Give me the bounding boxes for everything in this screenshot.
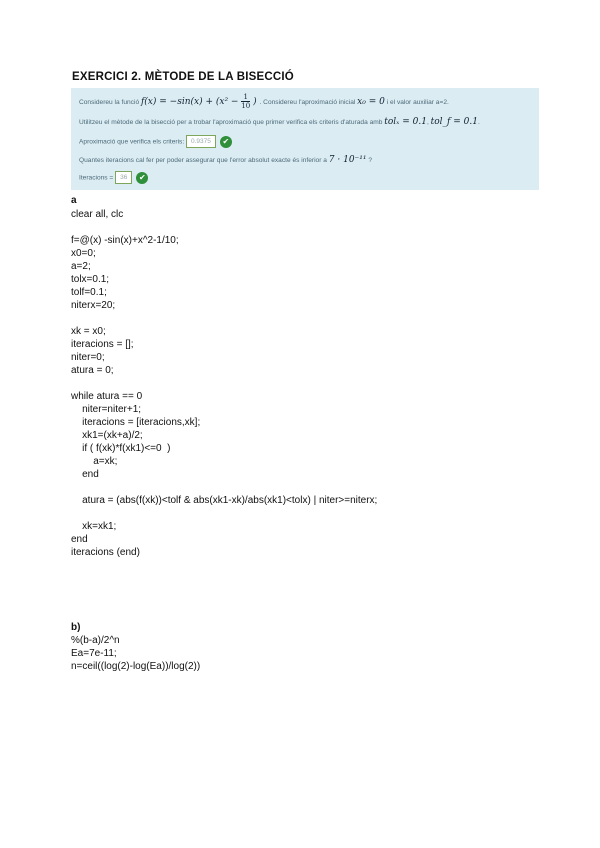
check-icon: ✔ xyxy=(136,172,148,184)
code-line: Ea=7e-11; xyxy=(71,648,117,659)
exercise-title: EXERCICI 2. MÈTODE DE LA BISECCIÓ xyxy=(72,71,294,83)
code-line xyxy=(71,312,377,325)
code-line: atura = (abs(f(xk))<tolf & abs(xk1-xk)/abs(xk1)<tolx) | niter>=niterx; xyxy=(71,495,378,506)
section-a-label: a xyxy=(71,195,77,206)
iterations-question-text: Quantes iteracions cal fer per poder assegurar que l'error absolut exacte és inferior a xyxy=(79,157,327,164)
code-line: niter=niter+1; xyxy=(71,404,142,415)
code-block-b xyxy=(71,634,200,673)
code-line xyxy=(71,507,377,520)
method-text: Utilitzeu el mètode de la bisecció per a trobar l'aproximació que primer verifica els criteris d'aturada amb xyxy=(79,119,383,126)
section-b-label: b) xyxy=(71,622,81,633)
initial-approx-text: . Considereu l'aproximació inicial xyxy=(259,99,356,106)
function-fraction xyxy=(241,93,250,110)
code-line: xk = x0; xyxy=(71,326,106,337)
code-line: end xyxy=(71,469,99,480)
approximation-label: Aproximació que verifica els criteris: xyxy=(79,138,185,146)
code-line: while atura == 0 xyxy=(71,391,143,402)
code-line: end xyxy=(71,534,88,545)
tolf-formula: tol_f = 0.1 xyxy=(430,117,478,127)
approximation-answer-field[interactable]: 0.9375 xyxy=(186,135,216,148)
tolx-formula: tolₓ = 0.1 xyxy=(384,117,427,127)
code-line: f=@(x) -sin(x)+x^2-1/10; xyxy=(71,235,179,246)
question-line-iterations xyxy=(79,155,372,165)
question-mark: ? xyxy=(368,157,373,164)
function-formula-close: ) xyxy=(253,97,257,107)
code-line: xk=xk1; xyxy=(71,521,117,532)
function-formula xyxy=(140,93,260,110)
code-line: a=2; xyxy=(71,261,91,272)
question-line-function xyxy=(79,93,449,110)
code-line: %(b-a)/2^n xyxy=(71,635,120,646)
question-line-approximation xyxy=(79,135,232,148)
code-block-a xyxy=(71,208,377,559)
question-panel xyxy=(71,88,539,190)
code-line: tolf=0.1; xyxy=(71,287,107,298)
code-line xyxy=(71,221,377,234)
code-line: x0=0; xyxy=(71,248,96,259)
error-bound-formula: 7 · 10⁻¹¹ xyxy=(328,155,367,165)
fraction-numerator: 1 xyxy=(241,93,250,102)
code-line: a=xk; xyxy=(71,456,118,467)
iterations-label: Iteracions = xyxy=(79,174,114,182)
code-line: n=ceil((log(2)-log(Ea))/log(2)) xyxy=(71,661,201,672)
code-line: atura = 0; xyxy=(71,365,114,376)
code-line: if ( f(xk)*f(xk1)<=0 ) xyxy=(71,443,171,454)
auxiliary-value-text: i el valor auxiliar a=2. xyxy=(386,99,449,106)
code-line xyxy=(71,481,377,494)
function-formula-main: f(x) = −sin(x) + (x² − xyxy=(140,97,239,107)
initial-value-formula: x₀ = 0 xyxy=(357,97,385,107)
code-line: iteracions = []; xyxy=(71,339,134,350)
code-line: clear all, clc xyxy=(71,209,124,220)
fraction-denominator: 10 xyxy=(241,102,251,110)
function-intro-text: Considereu la funció xyxy=(79,99,140,106)
check-icon: ✔ xyxy=(220,136,232,148)
code-line: xk1=(xk+a)/2; xyxy=(71,430,143,441)
code-line: niter=0; xyxy=(71,352,105,363)
code-line: tolx=0.1; xyxy=(71,274,110,285)
iterations-answer-field[interactable]: 36 xyxy=(115,171,132,184)
question-line-method: Utilitzeu el mètode de la bisecció per a trobar l'aproximació que primer verifica els criteris d'aturada amb tolₓ = 0.1, tol_f = 0.1. xyxy=(79,117,480,127)
code-line xyxy=(71,377,377,390)
code-line: iteracions = [iteracions,xk]; xyxy=(71,417,201,428)
question-line-iterations-answer xyxy=(79,171,148,184)
code-line: niterx=20; xyxy=(71,300,116,311)
code-line: iteracions (end) xyxy=(71,547,140,558)
